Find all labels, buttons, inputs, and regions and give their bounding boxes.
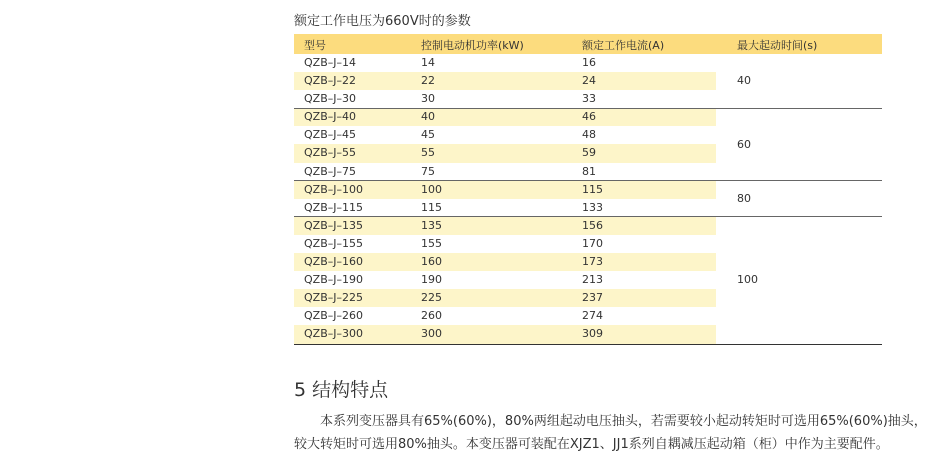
cell-model: QZB–J–30 — [304, 92, 356, 106]
cell-model: QZB–J–45 — [304, 128, 356, 142]
cell-start-time: 60 — [737, 137, 751, 151]
cell-current: 274 — [582, 309, 603, 323]
cell-current: 170 — [582, 236, 603, 250]
header-model: 型号 — [304, 39, 326, 52]
cell-model: QZB–J–225 — [304, 291, 363, 305]
table-row — [294, 217, 882, 235]
cell-model: QZB–J–14 — [304, 56, 356, 69]
cell-current: 81 — [582, 164, 596, 178]
cell-power: 115 — [421, 200, 442, 214]
cell-start-time: 100 — [737, 273, 758, 287]
cell-model: QZB–J–55 — [304, 146, 356, 160]
table-row — [294, 108, 882, 126]
table-row — [294, 199, 882, 217]
cell-start-time: 40 — [737, 74, 751, 88]
table-caption: 额定工作电压为660V时的参数 — [294, 14, 471, 29]
table-row — [294, 253, 882, 271]
cell-current: 115 — [582, 182, 603, 196]
cell-power: 22 — [421, 74, 435, 88]
cell-power: 155 — [421, 236, 442, 250]
cell-power: 260 — [421, 309, 442, 323]
cell-power: 45 — [421, 128, 435, 142]
header-power: 控制电动机功率(kW) — [421, 39, 524, 52]
cell-power: 30 — [421, 92, 435, 106]
paragraph-line: 较大转矩时可选用80%抽头。本变压器可装配在XJZ1、JJ1系列自耦减压起动箱（柜）中作为主要配件。 — [294, 437, 889, 452]
cell-current: 309 — [582, 327, 603, 341]
cell-start-time: 80 — [737, 191, 751, 205]
cell-model: QZB–J–22 — [304, 74, 356, 88]
table-row — [294, 271, 882, 289]
table-header — [294, 34, 882, 54]
cell-power: 300 — [421, 327, 442, 341]
cell-model: QZB–J–100 — [304, 182, 363, 196]
table-row — [294, 126, 882, 144]
cell-model: QZB–J–115 — [304, 200, 363, 214]
description-paragraph — [294, 410, 927, 456]
parameter-table — [294, 34, 882, 344]
cell-current: 16 — [582, 56, 596, 69]
table-row — [294, 90, 882, 108]
table-row — [294, 144, 882, 162]
section-heading: 5 结构特点 — [294, 379, 389, 401]
cell-current: 59 — [582, 146, 596, 160]
table-body — [294, 54, 882, 344]
cell-power: 55 — [421, 146, 435, 160]
paragraph-line: 本系列变压器具有65%(60%)，80%两组起动电压抽头，若需要较小起动转矩时可选用65%(60%)抽头， — [320, 414, 927, 429]
cell-power: 190 — [421, 273, 442, 287]
cell-power: 160 — [421, 255, 442, 269]
cell-power: 14 — [421, 56, 435, 69]
table-bottom-rule — [294, 344, 882, 345]
cell-model: QZB–J–160 — [304, 255, 363, 269]
table-row — [294, 163, 882, 181]
cell-current: 133 — [582, 200, 603, 214]
cell-model: QZB–J–260 — [304, 309, 363, 323]
cell-current: 46 — [582, 110, 596, 124]
row-shading — [294, 144, 716, 162]
cell-model: QZB–J–155 — [304, 236, 363, 250]
cell-current: 173 — [582, 255, 603, 269]
cell-current: 237 — [582, 291, 603, 305]
table-row — [294, 181, 882, 199]
cell-model: QZB–J–300 — [304, 327, 363, 341]
group-separator — [294, 216, 882, 217]
group-separator — [294, 180, 882, 181]
cell-current: 156 — [582, 218, 603, 232]
cell-power: 135 — [421, 218, 442, 232]
cell-power: 75 — [421, 164, 435, 178]
header-start-time: 最大起动时间(s) — [737, 39, 818, 52]
cell-current: 33 — [582, 92, 596, 106]
cell-current: 213 — [582, 273, 603, 287]
table-row — [294, 307, 882, 325]
cell-current: 48 — [582, 128, 596, 142]
cell-power: 100 — [421, 182, 442, 196]
table-row — [294, 235, 882, 253]
cell-model: QZB–J–135 — [304, 218, 363, 232]
cell-model: QZB–J–40 — [304, 110, 356, 124]
header-current: 额定工作电流(A) — [582, 39, 665, 52]
group-separator — [294, 108, 882, 109]
cell-power: 40 — [421, 110, 435, 124]
table-row — [294, 72, 882, 90]
cell-model: QZB–J–75 — [304, 164, 356, 178]
table-row — [294, 325, 882, 343]
cell-current: 24 — [582, 74, 596, 88]
cell-power: 225 — [421, 291, 442, 305]
table-row — [294, 54, 882, 72]
table-row — [294, 289, 882, 307]
row-shading — [294, 108, 716, 126]
cell-model: QZB–J–190 — [304, 273, 363, 287]
row-shading — [294, 72, 716, 90]
